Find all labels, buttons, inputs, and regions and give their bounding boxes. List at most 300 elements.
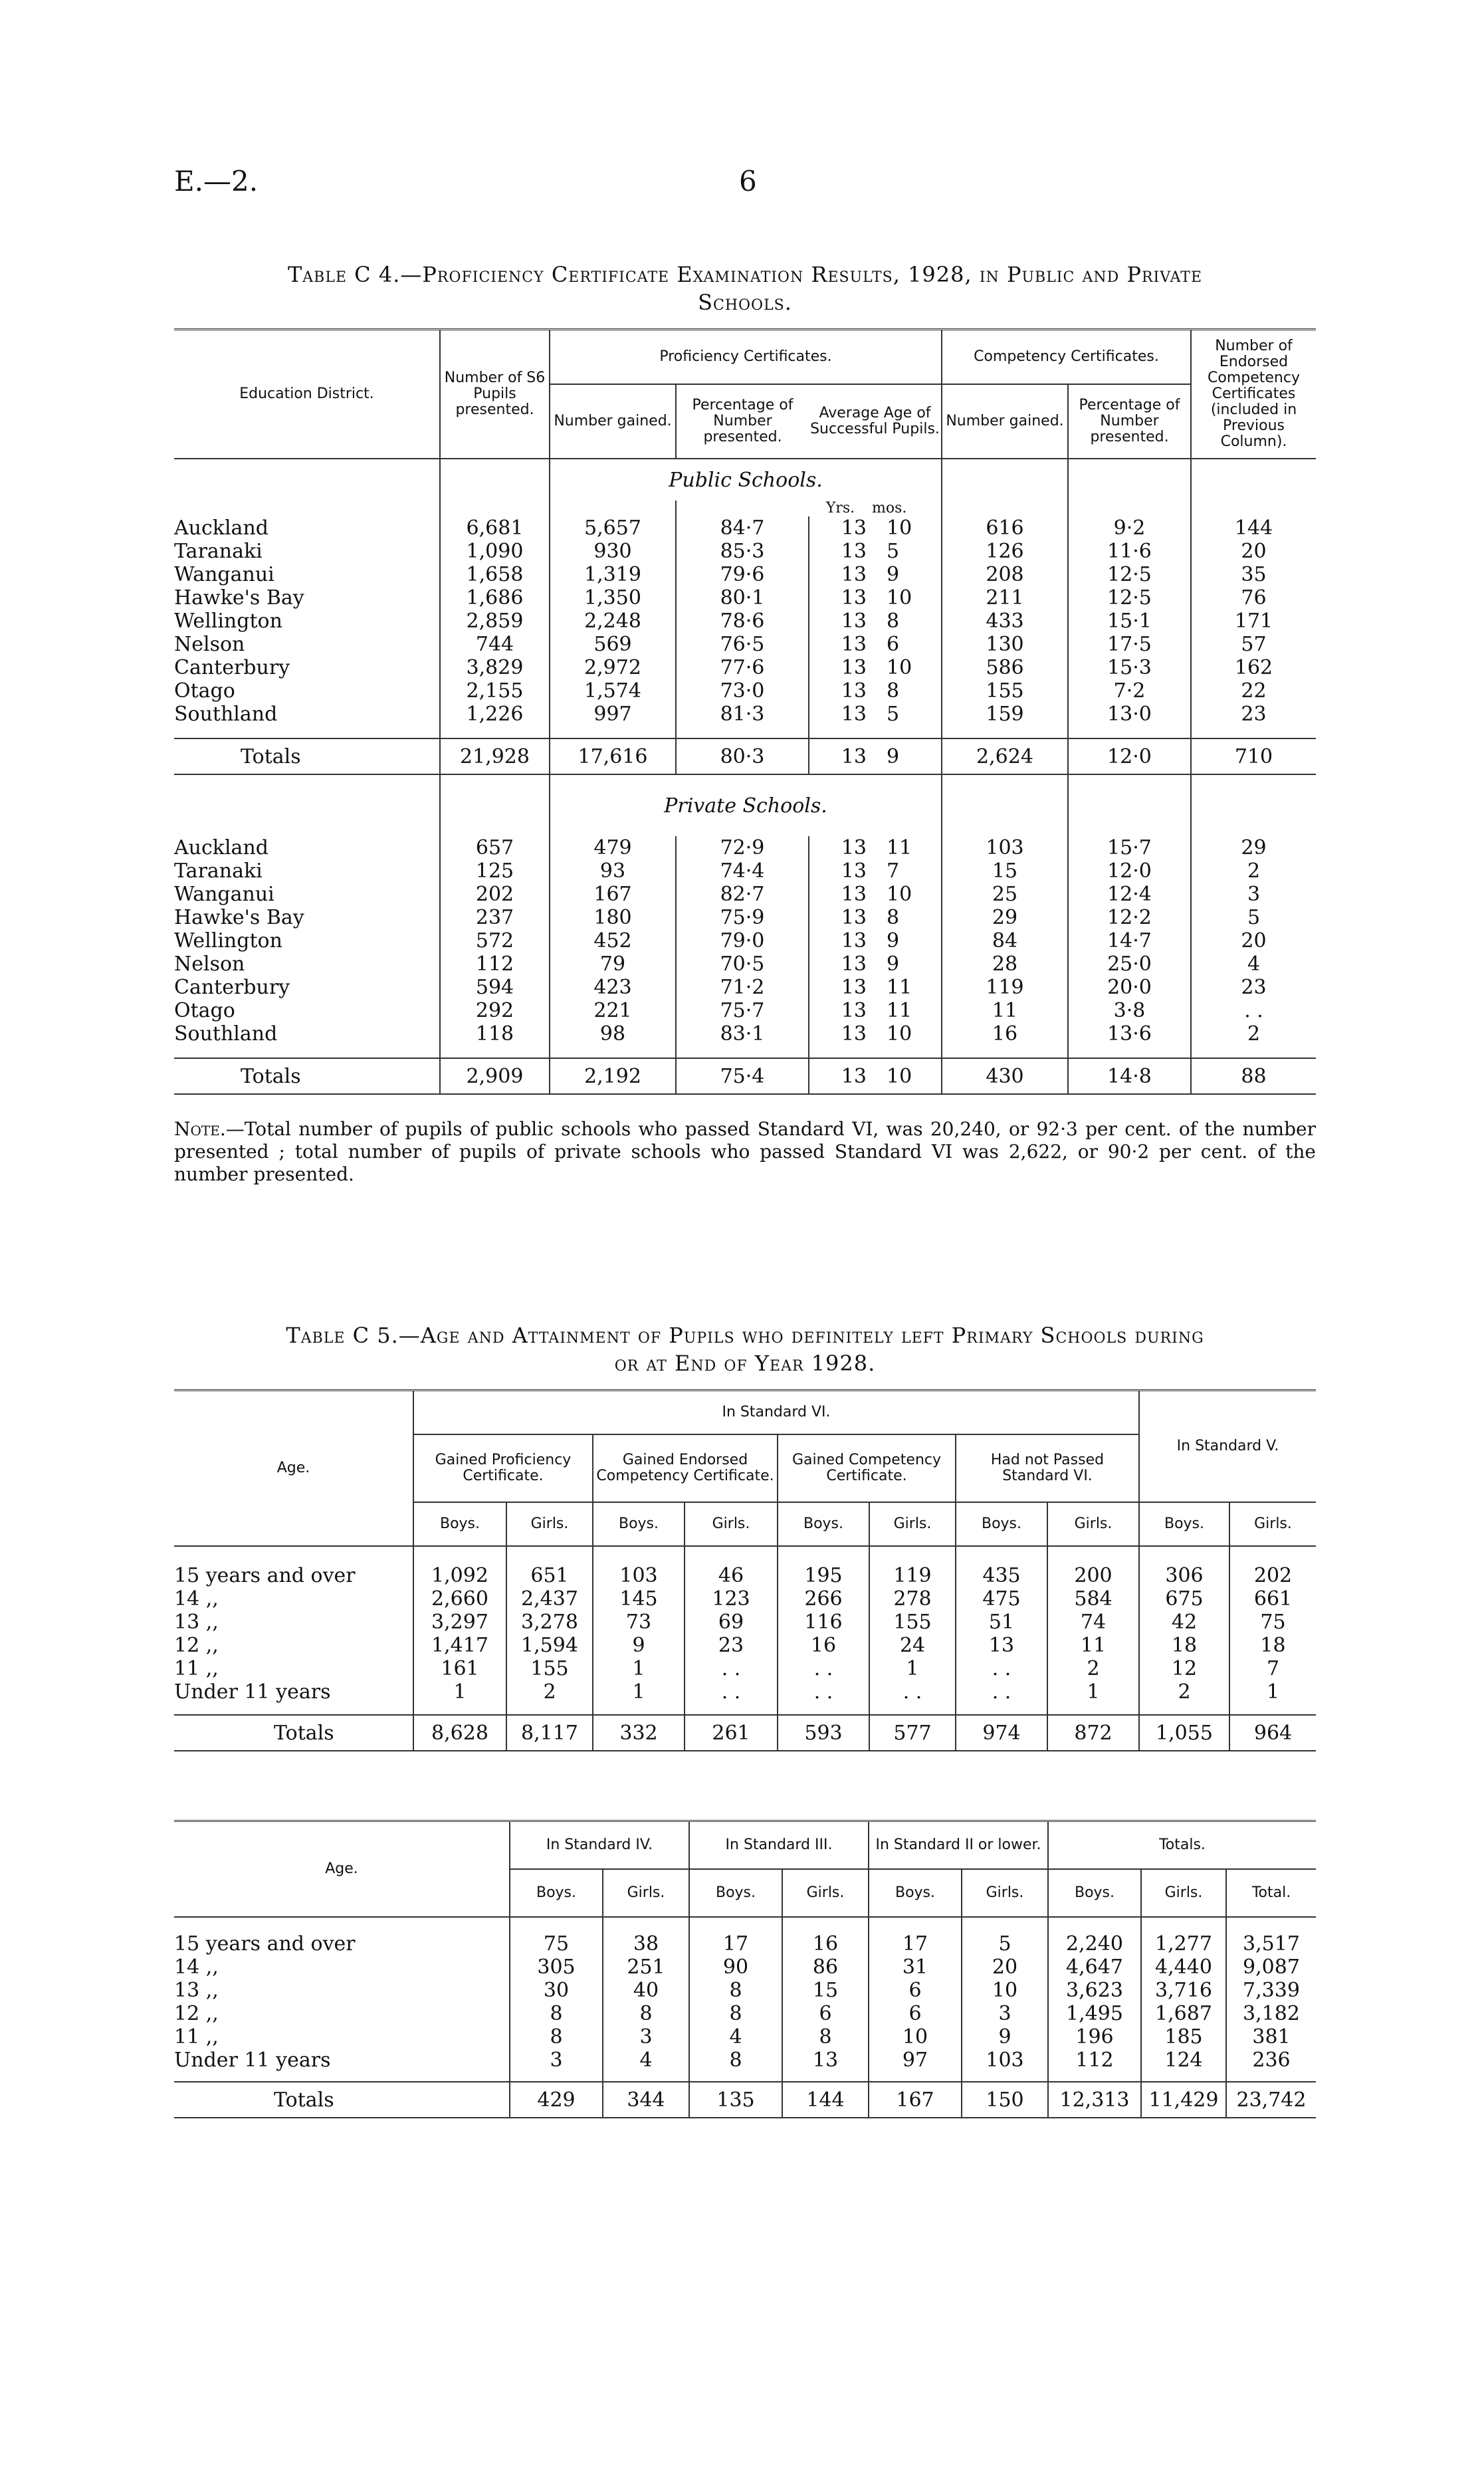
- boys-header: Boys.: [869, 1869, 962, 1917]
- spacer: [872, 726, 942, 738]
- spacer: [1047, 1704, 1139, 1715]
- cell: 278: [869, 1587, 956, 1611]
- cell: 73·0: [676, 679, 809, 703]
- spacer: [1141, 2072, 1226, 2082]
- c5b-in-standard-iii: In Standard III.: [689, 1821, 869, 1870]
- age-label: 12 ,,: [174, 1634, 219, 1657]
- cell: 10: [869, 2025, 962, 2049]
- spacer: [440, 726, 550, 738]
- cell: 126: [942, 540, 1068, 563]
- cell: 8: [510, 2002, 603, 2025]
- cell: 15·7: [1068, 836, 1191, 859]
- spacer: [1048, 2072, 1141, 2082]
- cell: 57: [1191, 633, 1316, 656]
- cell: 11: [1047, 1634, 1139, 1657]
- cell: 221: [550, 999, 676, 1022]
- cell: 4: [1191, 953, 1316, 976]
- cell: . .: [778, 1657, 869, 1680]
- girls-header: Girls.: [782, 1869, 869, 1917]
- cell: 3: [510, 2049, 603, 2072]
- totals-cell: 974: [956, 1715, 1047, 1751]
- section-spacer: [174, 774, 440, 836]
- cell: 4: [689, 2025, 782, 2049]
- cell: 11: [887, 999, 912, 1022]
- boys-header: Boys.: [510, 1869, 603, 1917]
- table-row: [174, 1022, 1316, 1046]
- table-row: [174, 1634, 1316, 1657]
- cell: 10: [887, 656, 912, 679]
- girls-header: Girls.: [1141, 1869, 1226, 1917]
- section-label-public: Public Schools.: [550, 459, 942, 501]
- cell: 75: [510, 1932, 603, 1956]
- cell: 97: [869, 2049, 962, 2072]
- cell: 25: [942, 883, 1068, 906]
- cell: 3·8: [1068, 999, 1191, 1022]
- cell: 744: [440, 633, 550, 656]
- cell: 1,350: [550, 586, 676, 610]
- cell: 266: [778, 1587, 869, 1611]
- spacer: [174, 1917, 510, 1932]
- cell: 13: [809, 859, 872, 883]
- spacer: [593, 1704, 685, 1715]
- table-row: [174, 516, 1316, 540]
- section-label-private: Private Schools.: [550, 774, 942, 836]
- age-label: 11 ,,: [174, 1657, 219, 1680]
- spacer: [869, 1546, 956, 1564]
- cell: 17: [869, 1932, 962, 1956]
- spacer: [676, 1046, 809, 1058]
- cell: 675: [1139, 1587, 1229, 1611]
- age-label: Under 11 years: [174, 1680, 331, 1704]
- table-row: [174, 1979, 1316, 2002]
- spacer: [782, 1917, 869, 1932]
- cell: 6: [869, 1979, 962, 2002]
- cell: 2: [1191, 1022, 1316, 1046]
- boys-header: Boys.: [1139, 1502, 1229, 1546]
- totals-cell: 12·0: [1068, 738, 1191, 774]
- girls-header: Girls.: [506, 1502, 593, 1546]
- cell: 616: [942, 516, 1068, 540]
- cell: 3: [603, 2025, 689, 2049]
- cell: 13: [809, 953, 872, 976]
- cell: 3,716: [1141, 1979, 1226, 2002]
- table-row: [174, 2025, 1316, 2049]
- cell: 35: [1191, 563, 1316, 586]
- cell: 23: [1191, 703, 1316, 726]
- c5a-age-header: Age.: [276, 1460, 310, 1476]
- totals-cell: 429: [510, 2082, 603, 2118]
- cell: 76·5: [676, 633, 809, 656]
- spacer: [956, 1546, 1047, 1564]
- spacer: [603, 2072, 689, 2082]
- spacer: [1139, 1546, 1229, 1564]
- district-name: Auckland: [174, 516, 268, 540]
- c5a-not-passed: Had not Passed Standard VI.: [956, 1434, 1139, 1502]
- cell: 6: [869, 2002, 962, 2025]
- table-row: [174, 906, 1316, 929]
- section-spacer: [1068, 459, 1191, 501]
- table-c5-title: Table C 5.—Age and Attainment of Pupils who definitely left Primary Schools during or at End of Year 1928.: [286, 1323, 1204, 1376]
- girls-header: Girls.: [1229, 1502, 1316, 1546]
- boys-header: Boys.: [778, 1502, 869, 1546]
- district-name: Taranaki: [174, 859, 263, 883]
- cell: 10: [887, 1022, 912, 1046]
- table-row: [174, 1956, 1316, 1979]
- cell: 2: [1139, 1680, 1229, 1704]
- totals-cell: 88: [1191, 1058, 1316, 1094]
- spacer: [1226, 2072, 1316, 2082]
- cell: 71·2: [676, 976, 809, 999]
- age-label: 13 ,,: [174, 1979, 219, 2002]
- cell: 1: [869, 1657, 956, 1680]
- cell: 1,226: [440, 703, 550, 726]
- cell: 9,087: [1226, 1956, 1316, 1979]
- cell: 569: [550, 633, 676, 656]
- cell: 2,240: [1048, 1932, 1141, 1956]
- cell: 236: [1226, 2049, 1316, 2072]
- cell: 584: [1047, 1587, 1139, 1611]
- table-row: [174, 976, 1316, 999]
- cell: 13: [809, 1022, 872, 1046]
- spacer: [506, 1546, 593, 1564]
- spacer: [869, 1704, 956, 1715]
- totals-label: Totals: [174, 1715, 413, 1751]
- col-group-competency: Competency Certificates.: [942, 330, 1191, 385]
- col-comp-pct: Percentage of Number presented.: [1068, 384, 1191, 459]
- cell: 12·2: [1068, 906, 1191, 929]
- table-row: [174, 859, 1316, 883]
- spacer: [942, 1046, 1068, 1058]
- cell: 5: [887, 703, 900, 726]
- cell: 10: [887, 516, 912, 540]
- spacer: [1226, 1917, 1316, 1932]
- cell: 17·5: [1068, 633, 1191, 656]
- cell: 30: [510, 1979, 603, 2002]
- cell: 84: [942, 929, 1068, 953]
- cell: 1: [593, 1657, 685, 1680]
- cell: 90: [689, 1956, 782, 1979]
- cell: 162: [1191, 656, 1316, 679]
- cell: 15·1: [1068, 610, 1191, 633]
- age-label: 14 ,,: [174, 1956, 219, 1979]
- boys-header: Boys.: [1048, 1869, 1141, 1917]
- yrs-spacer: [550, 501, 676, 516]
- cell: 1,658: [440, 563, 550, 586]
- yrs-spacer: [676, 501, 809, 516]
- cell: 651: [506, 1564, 593, 1587]
- cell: 93: [550, 859, 676, 883]
- cell: . .: [956, 1657, 1047, 1680]
- c5b-age-header: Age.: [325, 1860, 358, 1877]
- cell: 657: [440, 836, 550, 859]
- cell: 1,687: [1141, 2002, 1226, 2025]
- cell: 930: [550, 540, 676, 563]
- cell: 2: [1191, 859, 1316, 883]
- totals-cell: 21,928: [440, 738, 550, 774]
- totals-cell: 577: [869, 1715, 956, 1751]
- section-spacer: [942, 774, 1068, 836]
- table-row: [174, 633, 1316, 656]
- spacer: [174, 1704, 413, 1715]
- cell: 23: [1191, 976, 1316, 999]
- table-row: [174, 679, 1316, 703]
- cell: 9: [962, 2025, 1048, 2049]
- district-name: Southland: [174, 703, 278, 726]
- cell: 70·5: [676, 953, 809, 976]
- cell: 8: [510, 2025, 603, 2049]
- cell: 20: [962, 1956, 1048, 1979]
- cell: 8: [689, 2049, 782, 2072]
- cell: 46: [685, 1564, 778, 1587]
- girls-header: Girls.: [1047, 1502, 1139, 1546]
- table-c4: [174, 328, 1316, 1095]
- cell: 155: [506, 1657, 593, 1680]
- cell: 433: [942, 610, 1068, 633]
- cell: 8: [887, 679, 900, 703]
- district-name: Canterbury: [174, 976, 290, 999]
- total-header: Total.: [1226, 1869, 1316, 1917]
- cell: 13: [809, 540, 872, 563]
- totals-cell: 13: [809, 738, 872, 774]
- cell: 83·1: [676, 1022, 809, 1046]
- cell: 381: [1226, 2025, 1316, 2049]
- c5a-in-standard-v: In Standard V.: [1139, 1391, 1316, 1503]
- col-district: Education District.: [239, 386, 374, 402]
- cell: 16: [778, 1634, 869, 1657]
- totals-cell: 144: [782, 2082, 869, 2118]
- totals-cell: 150: [962, 2082, 1048, 2118]
- cell: 2,859: [440, 610, 550, 633]
- cell: 2,155: [440, 679, 550, 703]
- spacer: [510, 1917, 603, 1932]
- cell: 125: [440, 859, 550, 883]
- spacer: [1068, 1046, 1191, 1058]
- girls-header: Girls.: [685, 1502, 778, 1546]
- cell: . .: [685, 1680, 778, 1704]
- cell: 29: [1191, 836, 1316, 859]
- cell: 8: [782, 2025, 869, 2049]
- totals-cell: 332: [593, 1715, 685, 1751]
- spacer: [174, 1546, 413, 1564]
- girls-header: Girls.: [869, 1502, 956, 1546]
- cell: 3,182: [1226, 2002, 1316, 2025]
- cell: 1,090: [440, 540, 550, 563]
- c5b-in-standard-ii-lower: In Standard II or lower.: [869, 1821, 1048, 1870]
- cell: 5: [962, 1932, 1048, 1956]
- cell: 13: [809, 610, 872, 633]
- cell: 22: [1191, 679, 1316, 703]
- table-row: [174, 586, 1316, 610]
- cell: 112: [440, 953, 550, 976]
- cell: 20·0: [1068, 976, 1191, 999]
- totals-label: Totals: [174, 1058, 440, 1094]
- cell: 594: [440, 976, 550, 999]
- spacer: [778, 1546, 869, 1564]
- cell: 74·4: [676, 859, 809, 883]
- totals-cell: 8,117: [506, 1715, 593, 1751]
- cell: 119: [869, 1564, 956, 1587]
- cell: 20: [1191, 929, 1316, 953]
- cell: 75·7: [676, 999, 809, 1022]
- cell: . .: [869, 1680, 956, 1704]
- cell: 13·0: [1068, 703, 1191, 726]
- cell: 75·9: [676, 906, 809, 929]
- cell: 2: [1047, 1657, 1139, 1680]
- cell: 997: [550, 703, 676, 726]
- totals-cell: 17,616: [550, 738, 676, 774]
- page-number: 6: [739, 165, 757, 197]
- totals-cell: 2,192: [550, 1058, 676, 1094]
- spacer: [1229, 1546, 1316, 1564]
- cell: 15·3: [1068, 656, 1191, 679]
- cell: 155: [869, 1611, 956, 1634]
- cell: 116: [778, 1611, 869, 1634]
- cell: 13: [809, 836, 872, 859]
- cell: 305: [510, 1956, 603, 1979]
- table-row: [174, 703, 1316, 726]
- cell: 1: [1047, 1680, 1139, 1704]
- boys-header: Boys.: [413, 1502, 506, 1546]
- cell: 82·7: [676, 883, 809, 906]
- totals-cell: 9: [872, 738, 942, 774]
- cell: 145: [593, 1587, 685, 1611]
- district-name: Wellington: [174, 610, 282, 633]
- cell: 12·5: [1068, 563, 1191, 586]
- boys-header: Boys.: [689, 1869, 782, 1917]
- section-spacer: [174, 459, 440, 501]
- district-name: Otago: [174, 679, 235, 703]
- spacer: [593, 1546, 685, 1564]
- cell: . .: [1191, 999, 1316, 1022]
- table-row: [174, 883, 1316, 906]
- cell: 29: [942, 906, 1068, 929]
- table-row: [174, 2049, 1316, 2072]
- district-name: Canterbury: [174, 656, 290, 679]
- spacer: [506, 1704, 593, 1715]
- cell: 130: [942, 633, 1068, 656]
- district-name: Hawke's Bay: [174, 906, 304, 929]
- cell: 14·7: [1068, 929, 1191, 953]
- cell: 85·3: [676, 540, 809, 563]
- cell: 13: [782, 2049, 869, 2072]
- cell: 2,248: [550, 610, 676, 633]
- cell: 171: [1191, 610, 1316, 633]
- c5a-gained-endorsed: Gained Endorsed Competency Certificate.: [593, 1434, 778, 1502]
- table-row: [174, 953, 1316, 976]
- district-name: Wanganui: [174, 563, 274, 586]
- col-prof-pct: Percentage of Number presented.: [676, 384, 809, 459]
- cell: 10: [887, 883, 912, 906]
- spacer: [1139, 1704, 1229, 1715]
- cell: 1,574: [550, 679, 676, 703]
- cell: 73: [593, 1611, 685, 1634]
- cell: 251: [603, 1956, 689, 1979]
- spacer: [1047, 1546, 1139, 1564]
- cell: 4,440: [1141, 1956, 1226, 1979]
- cell: 159: [942, 703, 1068, 726]
- cell: 202: [1229, 1564, 1316, 1587]
- cell: 200: [1047, 1564, 1139, 1587]
- spacer: [510, 2072, 603, 2082]
- cell: 586: [942, 656, 1068, 679]
- cell: 80·1: [676, 586, 809, 610]
- cell: 15: [942, 859, 1068, 883]
- yrs-label: Yrs.: [825, 500, 855, 516]
- spacer: [603, 1917, 689, 1932]
- table-c5-part-b: [174, 1820, 1316, 2118]
- cell: 1,594: [506, 1634, 593, 1657]
- cell: 77·6: [676, 656, 809, 679]
- cell: 7: [1229, 1657, 1316, 1680]
- cell: 79·0: [676, 929, 809, 953]
- cell: 75: [1229, 1611, 1316, 1634]
- totals-label: Totals: [174, 738, 440, 774]
- cell: 13: [809, 883, 872, 906]
- cell: 1,495: [1048, 2002, 1141, 2025]
- cell: 479: [550, 836, 676, 859]
- cell: 103: [942, 836, 1068, 859]
- c5b-in-standard-iv: In Standard IV.: [510, 1821, 689, 1870]
- spacer: [1191, 726, 1316, 738]
- cell: 2,437: [506, 1587, 593, 1611]
- c5a-in-standard-vi: In Standard VI.: [413, 1391, 1139, 1435]
- spacer: [685, 1704, 778, 1715]
- age-label: 11 ,,: [174, 2025, 219, 2049]
- totals-cell: 261: [685, 1715, 778, 1751]
- spacer: [872, 1046, 942, 1058]
- totals-cell: 23,742: [1226, 2082, 1316, 2118]
- yrs-spacer: [1191, 501, 1316, 516]
- c5a-gained-proficiency: Gained Proficiency Certificate.: [413, 1434, 593, 1502]
- cell: . .: [956, 1680, 1047, 1704]
- age-label: 14 ,,: [174, 1587, 219, 1611]
- cell: 8: [603, 2002, 689, 2025]
- cell: 452: [550, 929, 676, 953]
- table-row: [174, 563, 1316, 586]
- totals-cell: 13: [809, 1058, 872, 1094]
- district-name: Wanganui: [174, 883, 274, 906]
- cell: 9: [887, 953, 900, 976]
- section-spacer: [1191, 774, 1316, 836]
- cell: 3,278: [506, 1611, 593, 1634]
- totals-cell: 1,055: [1139, 1715, 1229, 1751]
- totals-cell: 344: [603, 2082, 689, 2118]
- totals-row: [174, 1715, 1316, 1751]
- district-name: Wellington: [174, 929, 282, 953]
- cell: 13: [809, 516, 872, 540]
- spacer: [782, 2072, 869, 2082]
- age-label: 15 years and over: [174, 1564, 356, 1587]
- totals-cell: 167: [869, 2082, 962, 2118]
- cell: 13: [809, 906, 872, 929]
- cell: 306: [1139, 1564, 1229, 1587]
- totals-cell: 11,429: [1141, 2082, 1226, 2118]
- cell: 13: [956, 1634, 1047, 1657]
- cell: 1,319: [550, 563, 676, 586]
- cell: 167: [550, 883, 676, 906]
- cell: 69: [685, 1611, 778, 1634]
- section-spacer: [942, 459, 1068, 501]
- cell: 7·2: [1068, 679, 1191, 703]
- cell: 20: [1191, 540, 1316, 563]
- cell: 13·6: [1068, 1022, 1191, 1046]
- table-row: [174, 1657, 1316, 1680]
- cell: 3,829: [440, 656, 550, 679]
- c5b-totals-group: Totals.: [1048, 1821, 1316, 1870]
- totals-row: [174, 738, 1316, 774]
- totals-label: Totals: [174, 2082, 510, 2118]
- spacer: [550, 726, 676, 738]
